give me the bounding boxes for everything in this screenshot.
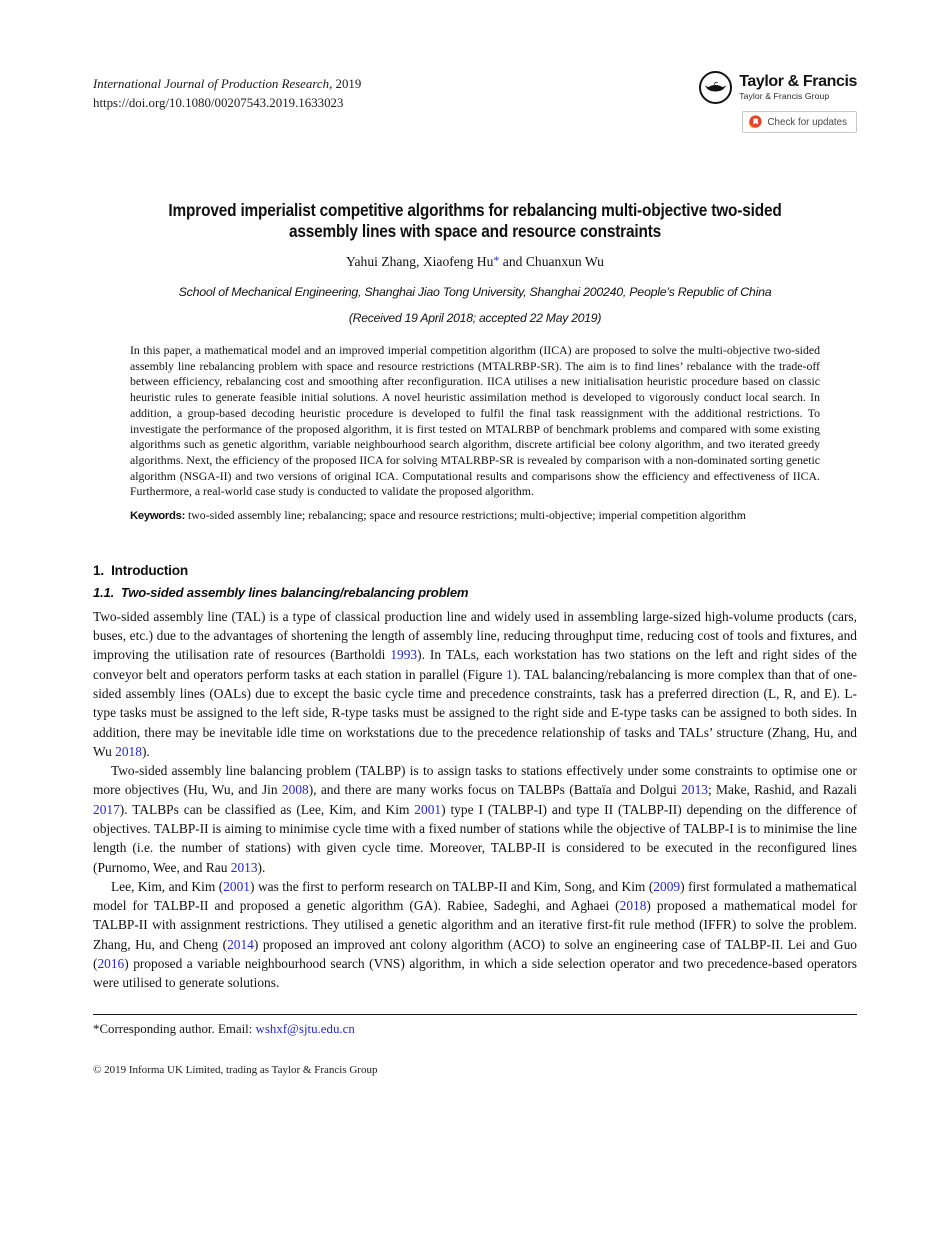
- crossmark-icon: [748, 115, 762, 129]
- text-segment: Two-sided assembly line balancing problem (TALBP) is to assign tasks to stations effectively under some constraints to optimise one or more objectives (Hu, Wu, and Jin: [93, 763, 857, 798]
- footnote-text: *Corresponding author. Email:: [93, 1021, 256, 1036]
- text-segment: ) proposed a mathematical model for TALBP-II with assignment restrictions. They utilised a genetic algorithm and an iterative first-fit rule method (IFFR) to solve the problem. Zhang, Hu, and Cheng (: [93, 898, 857, 952]
- text-segment: ).: [257, 859, 266, 875]
- citation-link[interactable]: 2008: [281, 782, 309, 798]
- section-heading-introduction: 1. Introduction: [93, 562, 188, 578]
- article-title-line-1: Improved imperialist competitive algorithms for rebalancing multi-objective two-sided: [168, 200, 782, 220]
- text-segment: ). In TALs, each workstation has two stations on the left and right sides of the conveyor belt and operators perform tasks at each station in parallel (Figure: [93, 647, 857, 682]
- affiliation: School of Mechanical Engineering, Shanghai Jiao Tong University, Shanghai 200240, People’s Republic of China: [178, 285, 772, 299]
- copyright: © 2019 Informa UK Limited, trading as Taylor & Francis Group: [93, 1063, 378, 1076]
- keywords: [130, 508, 820, 525]
- badge-label: Check for updates: [767, 116, 847, 128]
- footnote: [93, 1022, 857, 1037]
- text-segment: ).: [141, 743, 150, 759]
- citation-link[interactable]: 2001: [414, 801, 442, 817]
- corresponding-author-marker[interactable]: *: [493, 253, 500, 267]
- publisher-block: [699, 71, 857, 133]
- abstract-block: [130, 343, 820, 525]
- citation-link[interactable]: 2013: [230, 859, 258, 875]
- authors-pre: Yahui Zhang, Xiaofeng Hu: [346, 254, 494, 269]
- citation-link[interactable]: 2013: [681, 782, 708, 798]
- paragraph: [93, 607, 857, 761]
- citation-link[interactable]: 1: [506, 666, 513, 682]
- text-segment: ) was the first to perform research on TALBP-II and Kim, Song, and Kim (: [250, 878, 654, 894]
- citation-link[interactable]: 1993: [390, 647, 418, 663]
- email-link[interactable]: wshxf@sjtu.edu.cn: [255, 1021, 355, 1036]
- citation-link[interactable]: 2001: [223, 878, 250, 894]
- page-header: [93, 75, 857, 133]
- text-segment: Lee, Kim, and Kim (: [111, 878, 224, 894]
- text-segment: Two-sided assembly line (TAL) is a type of classical production line and widely used in assembling large-sized high-volume products (cars, buses, etc.) due to the advantages of shortening the length of assembly line, reducing throughput time, reducing cost of tools and fixtures, and improving the utilisation rate of resources (Bartholdi: [93, 608, 857, 663]
- text-segment: ), and there are many works focus on TALBPs (Battaïa and Dolgui: [308, 782, 682, 798]
- citation-link[interactable]: 2016: [97, 956, 125, 972]
- abstract-text: In this paper, a mathematical model and an improved imperial competition algorithm (IICA) are proposed to solve the multi-objective two-sided assembly line rebalancing problem with space and resource restrictions (MTALRBP-SR). The aim is to find lines’ rebalance with the trade-off between efficiency, rebalancing cost and smoothing after reconfiguration. IICA utilises a new initialisation heuristic procedure based on classic heuristic rules to generate feasible initial solutions. A novel heuristic assimilation method is developed to vigorously conduct local search. In addition, a group-based decoding heuristic procedure is developed to fulfil the final task reassignment with the additional restrictions. To investigate the performance of the proposed algorithm, it is first tested on MTALRBP of benchmark problems and compared with some existing algorithms such as genetic algorithm, variable neighbourhood search algorithm, discrete artificial bee colony algorithm, and two iterated greedy algorithms. Next, the efficiency of the proposed IICA for solving MTALRBP-SR is revealed by comparison with a non-dominated sorting genetic algorithm (NSGA-II) and two versions of original ICA. Computational results and comparisons show the efficiency and effectiveness of IICA. Furthermore, a real-world case study is conducted to validate the proposed algorithm.: [130, 343, 820, 499]
- journal-title-line: [93, 75, 361, 94]
- keywords-text: two-sided assembly line; rebalancing; space and resource restrictions; multi-objective; imperial competition algorithm: [185, 508, 746, 523]
- citation-link[interactable]: 2018: [619, 898, 647, 914]
- citation-link[interactable]: 2018: [115, 743, 142, 759]
- authors-post: and Chuanxun Wu: [499, 254, 604, 269]
- paragraph: [93, 877, 857, 993]
- publisher-name: Taylor & Francis: [739, 73, 857, 91]
- taylor-francis-lamp-icon: [699, 71, 732, 104]
- publisher-group: Taylor & Francis Group: [739, 90, 830, 101]
- article-title: [93, 200, 857, 242]
- text-segment: ) first formulated a mathematical model for TALBP-II and proposed a genetic algorithm (GA). Rabiee, Sadeghi, and Aghaei (: [93, 878, 857, 914]
- citation-link[interactable]: 2009: [653, 878, 681, 894]
- text-segment: ; Make, Rashid, and Razali: [707, 782, 858, 798]
- journal-year: , 2019: [329, 77, 362, 91]
- paragraph: [93, 761, 857, 877]
- journal-title: International Journal of Production Research: [93, 77, 330, 91]
- text-segment: ) type I (TALBP-I) and type II (TALBP-II) depending on the difference of objectives. TALBP-II is aiming to minimise cycle time with a fixed number of stations while the objective of TALBP-I is to minimise the line length (i.e. the number of stations) with given cycle time. Moreover, TALBP-II is considered to be executed in the reconfigured lines (Purnomo, Wee, and Rau: [93, 801, 857, 875]
- keywords-label: Keywords:: [130, 510, 186, 523]
- received-dates: (Received 19 April 2018; accepted 22 May 2019): [348, 311, 602, 325]
- journal-info: [93, 75, 361, 114]
- text-segment: ). TAL balancing/rebalancing is more complex than that of one-sided assembly lines (OALs) due to except the basic cycle time and precedence constraints, task has a preferred direction (L, R, and E). L-type tasks must be assigned to the left side, R-type tasks must be assigned to the right side and E-type tasks can be assigned to both sides. In addition, there may be inevitable idle time on workstations due to the precedence relationship of tasks and TALs’ structure (Zhang, Hu, and Wu: [93, 666, 857, 759]
- article-title-line-2: assembly lines with space and resource constraints: [288, 221, 662, 241]
- text-segment: ). TALBPs can be classified as (Lee, Kim, and Kim: [119, 801, 415, 817]
- text-segment: ) proposed a variable neighbourhood search (VNS) algorithm, in which a side selection operator and two precedence-based operators were utilised to generate solutions.: [93, 956, 857, 991]
- citation-link[interactable]: 2014: [227, 936, 254, 952]
- doi: https://doi.org/10.1080/00207543.2019.1633023: [93, 96, 344, 111]
- footnote-rule: [93, 1014, 857, 1015]
- publisher-text: [739, 74, 857, 101]
- publisher-logo: [699, 71, 857, 104]
- subsection-heading: 1.1. Two-sided assembly lines balancing/rebalancing problem: [93, 584, 469, 600]
- citation-link[interactable]: 2017: [93, 801, 120, 817]
- authors-line: [93, 253, 857, 270]
- text-segment: ) proposed an improved ant colony algorithm (ACO) to solve an engineering case of TALBP-II. Lei and Guo (: [93, 936, 857, 972]
- check-for-updates-badge[interactable]: [742, 111, 857, 133]
